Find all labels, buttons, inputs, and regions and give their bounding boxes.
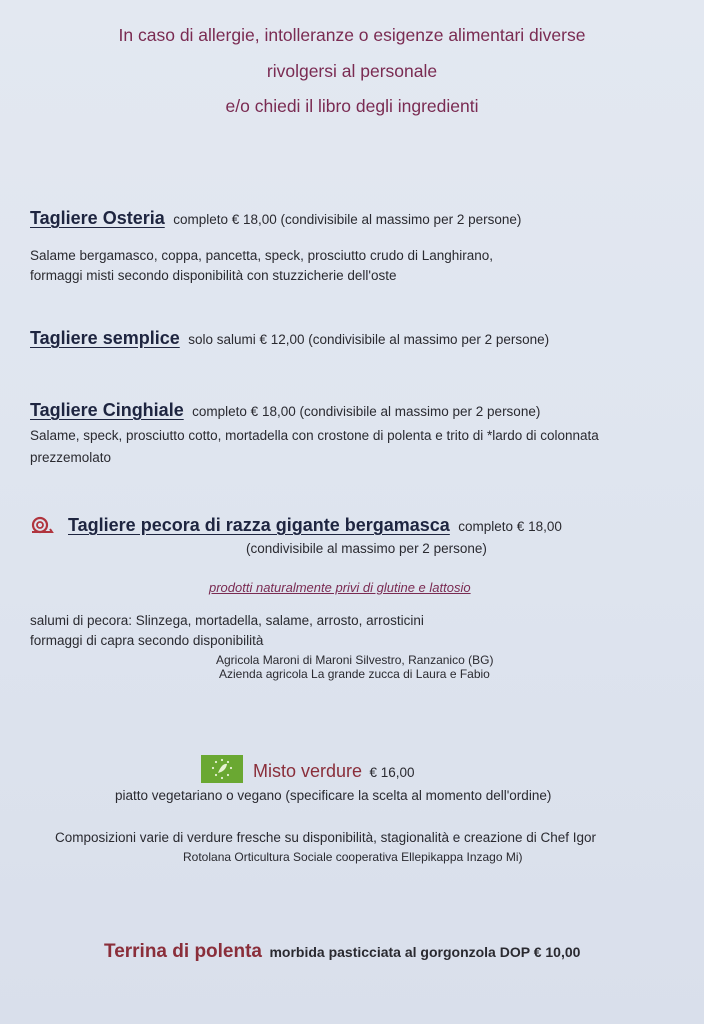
allergy-notice-line1: In caso di allergie, intolleranze o esigenze alimentari diverse <box>118 25 586 45</box>
item-verdure-source: Rotolana Orticultura Sociale cooperativa Ellepikappa Inzago Mi) <box>183 850 523 864</box>
item-verdure-desc: Composizioni varie di verdure fresche su disponibilità, stagionalità e creazione di Chef Igor <box>55 830 597 845</box>
item-osteria-desc2: formaggi misti secondo disponibilità con stuzzicherie dell'oste <box>30 268 397 283</box>
item-verdure-price: € 16,00 <box>369 765 415 780</box>
item-semplice-title: Tagliere semplice <box>30 328 180 348</box>
item-polenta-title: Terrina di polenta <box>104 941 263 962</box>
item-pecora-desc2: formaggi di capra secondo disponibilità <box>30 633 264 648</box>
item-pecora-source1: Agricola Maroni di Maroni Silvestro, Ranzanico (BG) <box>216 653 494 667</box>
item-cinghiale-desc1: Salame, speck, prosciutto cotto, mortadella con crostone di polenta e trito di *lardo di colonnata <box>30 428 599 443</box>
item-osteria-desc1: Salame bergamasco, coppa, pancetta, speck, prosciutto crudo di Langhirano, <box>30 248 494 263</box>
item-pecora-detail: completo € 18,00 <box>458 519 562 534</box>
item-pecora-source2: Azienda agricola La grande zucca di Laura e Fabio <box>219 667 490 681</box>
item-pecora-header <box>68 515 562 536</box>
item-pecora-note: prodotti naturalmente privi di glutine e lattosio <box>209 580 471 595</box>
item-semplice-detail: solo salumi € 12,00 (condivisibile al massimo per 2 persone) <box>188 332 550 347</box>
organic-leaf-icon <box>201 755 243 788</box>
item-polenta-detail: morbida pasticciata al gorgonzola DOP € 10,00 <box>269 944 581 960</box>
allergy-notice-line2: rivolgersi al personale <box>266 61 438 81</box>
item-verdure-sub: piatto vegetariano o vegano (specificare la scelta al momento dell'ordine) <box>115 788 552 803</box>
item-osteria-detail: completo € 18,00 (condivisibile al massimo per 2 persone) <box>173 212 522 227</box>
item-polenta-header <box>104 941 580 963</box>
item-cinghiale-desc2: prezzemolato <box>30 450 112 465</box>
item-verdure-header <box>253 761 415 782</box>
item-osteria-title: Tagliere Osteria <box>30 208 165 228</box>
item-osteria-header <box>30 208 521 229</box>
item-pecora-desc1: salumi di pecora: Slinzega, mortadella, salame, arrosto, arrosticini <box>30 613 424 628</box>
item-cinghiale-title: Tagliere Cinghiale <box>30 400 184 420</box>
item-cinghiale-header <box>30 400 540 421</box>
slow-food-snail-icon <box>30 516 54 539</box>
item-cinghiale-detail: completo € 18,00 (condivisibile al massimo per 2 persone) <box>192 404 541 419</box>
item-pecora-detail2: (condivisibile al massimo per 2 persone) <box>246 541 487 556</box>
item-pecora-title: Tagliere pecora di razza gigante bergamasca <box>68 515 450 535</box>
item-semplice-header <box>30 328 549 349</box>
allergy-notice-line3: e/o chiedi il libro degli ingredienti <box>225 96 479 116</box>
item-verdure-title: Misto verdure <box>253 761 363 781</box>
